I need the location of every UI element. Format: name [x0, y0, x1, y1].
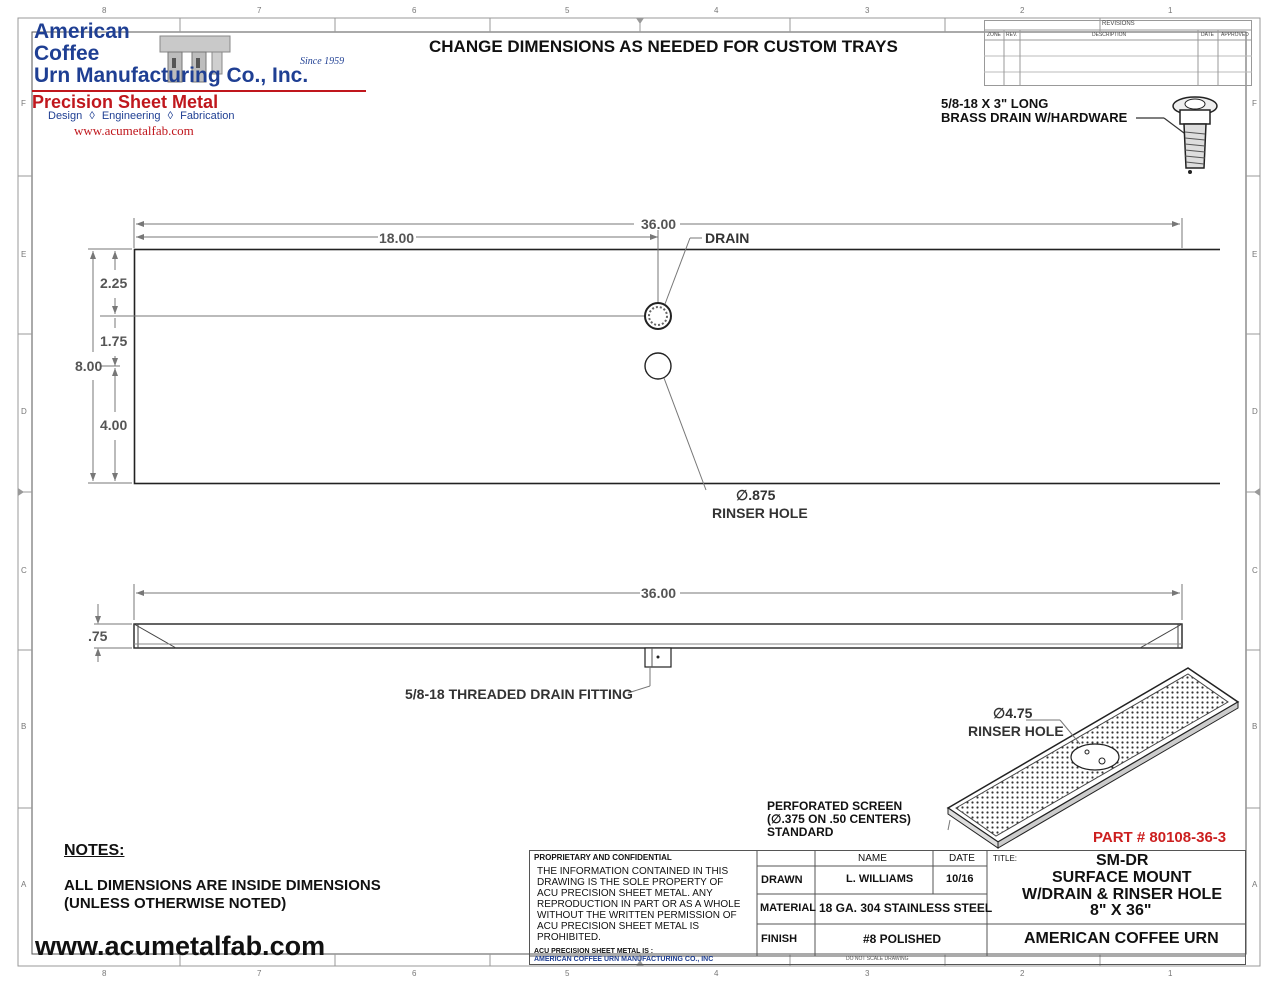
- zone-col-4: 4: [714, 6, 719, 15]
- proprietary-line-6: ACU PRECISION SHEET METAL IS: [537, 921, 700, 932]
- revisions-col-description: DESCRIPTION: [1092, 32, 1127, 38]
- zone-col-7: 7: [257, 6, 262, 15]
- top-view-drawing: [60, 200, 1220, 540]
- dim-top-length: 36.00: [641, 216, 677, 232]
- brass-drain-label-line2: BRASS DRAIN W/HARDWARE: [941, 110, 1128, 125]
- logo-separator-1: ◊: [89, 110, 95, 122]
- dim-rinser-from-edge: 4.00: [100, 417, 128, 433]
- finish-value: #8 POLISHED: [863, 932, 942, 946]
- brass-drain-label-line1: 5/8-18 X 3" LONG: [941, 96, 1049, 111]
- zone-col-7-bottom: 7: [257, 969, 262, 978]
- zone-col-5-bottom: 5: [565, 969, 570, 978]
- title-line-1: SM-DR: [1096, 852, 1149, 869]
- zone-col-1-bottom: 1: [1168, 969, 1173, 978]
- zone-row-c: C: [21, 566, 27, 575]
- title-label: TITLE:: [993, 854, 1018, 863]
- revisions-title: REVISIONS: [1102, 21, 1135, 27]
- revisions-grid: [984, 20, 1252, 86]
- zone-col-2-bottom: 2: [1020, 969, 1025, 978]
- rinser-hole: [645, 353, 671, 379]
- website-link[interactable]: www.acumetalfab.com: [35, 931, 326, 961]
- part-number: PART # 80108-36-3: [1093, 829, 1227, 846]
- revisions-col-zone: ZONE: [987, 32, 1001, 38]
- rinser-diameter-label: ∅.875: [736, 487, 776, 503]
- dim-half-length: 18.00: [379, 230, 415, 246]
- zone-row-b-right: B: [1252, 722, 1258, 731]
- revisions-col-approved: APPROVED: [1221, 32, 1249, 38]
- logo-service-fabrication: Fabrication: [180, 110, 235, 122]
- zone-col-6: 6: [412, 6, 417, 15]
- notes-line-2: (UNLESS OTHERWISE NOTED): [64, 895, 287, 912]
- revisions-table: [984, 20, 1252, 86]
- zone-row-e-right: E: [1252, 250, 1258, 259]
- zone-col-5: 5: [565, 6, 570, 15]
- drawn-name: L. WILLIAMS: [846, 873, 914, 885]
- dim-side-length: 36.00: [641, 585, 677, 601]
- zone-row-a: A: [21, 880, 27, 889]
- date-header: DATE: [949, 853, 975, 864]
- company-name: AMERICAN COFFEE URN: [1024, 930, 1219, 947]
- zone-row-d-right: D: [1252, 407, 1258, 416]
- rinser-hole-label: RINSER HOLE: [712, 505, 808, 521]
- screen-label-line1: PERFORATED SCREEN: [767, 799, 903, 813]
- zone-row-f: F: [21, 99, 26, 108]
- material-value: 18 GA. 304 STAINLESS STEEL: [819, 901, 993, 915]
- notes-line-1: ALL DIMENSIONS ARE INSIDE DIMENSIONS: [64, 877, 381, 894]
- proprietary-line-3: ACU PRECISION SHEET METAL. ANY: [537, 888, 713, 899]
- logo-service-design: Design: [48, 110, 83, 122]
- drawn-date: 10/16: [946, 873, 974, 885]
- logo-division: Precision Sheet Metal: [32, 92, 219, 112]
- dim-drain-to-rinser: 1.75: [100, 333, 128, 349]
- zone-row-e: E: [21, 250, 27, 259]
- logo-services: [48, 110, 235, 122]
- zone-row-a-right: A: [1252, 880, 1258, 889]
- proprietary-line-5: WITHOUT THE WRITTEN PERMISSION OF: [537, 910, 737, 921]
- zone-col-3-bottom: 3: [865, 969, 870, 978]
- material-label: MATERIAL: [760, 902, 817, 914]
- logo-url[interactable]: www.acumetalfab.com: [74, 123, 194, 138]
- title-line-4: 8" X 36": [1090, 902, 1152, 919]
- name-header: NAME: [858, 853, 887, 864]
- screen-label-line3: STANDARD: [767, 825, 834, 839]
- proprietary-line-4: REPRODUCTION IN PART OR AS A WHOLE: [537, 899, 741, 910]
- logo-urn: Urn Manufacturing Co., Inc.: [34, 64, 309, 87]
- iso-rinser-hole: [1071, 744, 1119, 770]
- notes-heading: NOTES:: [64, 842, 125, 859]
- drawn-label: DRAWN: [761, 874, 803, 886]
- zone-row-b: B: [21, 722, 27, 731]
- zone-col-2: 2: [1020, 6, 1025, 15]
- zone-row-c-right: C: [1252, 566, 1258, 575]
- finish-label: FINISH: [761, 933, 798, 945]
- logo-coffee: Coffee: [34, 42, 100, 65]
- title-line-3: W/DRAIN & RINSER HOLE: [1022, 886, 1222, 903]
- zone-col-3: 3: [865, 6, 870, 15]
- header-title: CHANGE DIMENSIONS AS NEEDED FOR CUSTOM TRAYS: [429, 37, 898, 56]
- proprietary-line-1: THE INFORMATION CONTAINED IN THIS: [537, 866, 729, 877]
- logo-separator-2: ◊: [167, 110, 174, 122]
- screen-label-line2: (∅.375 ON .50 CENTERS): [767, 812, 911, 826]
- drain-label: DRAIN: [705, 230, 750, 246]
- proprietary-line-2: DRAWING IS THE SOLE PROPERTY OF: [537, 877, 724, 888]
- threaded-fitting-label: 5/8-18 THREADED DRAIN FITTING: [405, 686, 633, 702]
- company-logo: [32, 20, 372, 140]
- dim-width: 8.00: [75, 358, 103, 374]
- tray-top-outline: [135, 250, 1221, 484]
- zone-col-1: 1: [1168, 6, 1173, 15]
- iso-rinser-diameter-label: ∅4.75: [993, 705, 1033, 721]
- revisions-col-rev: REV.: [1006, 32, 1018, 38]
- scale-note: DO NOT SCALE DRAWING: [846, 956, 909, 962]
- zone-col-8: 8: [102, 6, 107, 15]
- logo-service-engineering: Engineering: [101, 110, 161, 122]
- proprietary-line-7: PROHIBITED.: [537, 932, 601, 943]
- zone-col-6-bottom: 6: [412, 969, 417, 978]
- dim-height: .75: [88, 628, 108, 644]
- zone-col-4-bottom: 4: [714, 969, 719, 978]
- dim-drain-from-edge: 2.25: [100, 275, 128, 291]
- revisions-col-date: DATE: [1201, 32, 1214, 38]
- zone-row-f-right: F: [1252, 99, 1257, 108]
- logo-since: Since 1959: [300, 56, 345, 67]
- logo-american: American: [34, 20, 130, 43]
- company-line: AMERICAN COFFEE URN MANUFACTURING CO., INC: [534, 956, 714, 963]
- zone-row-d: D: [21, 407, 27, 416]
- title-line-2: SURFACE MOUNT: [1052, 869, 1192, 886]
- zone-col-8-bottom: 8: [102, 969, 107, 978]
- proprietary-heading: PROPRIETARY AND CONFIDENTIAL: [534, 853, 672, 862]
- brass-drain-icon: [1130, 92, 1230, 192]
- division-of-line: ACU PRECISION SHEET METAL IS :: [534, 948, 654, 955]
- iso-rinser-hole-label: RINSER HOLE: [968, 723, 1064, 739]
